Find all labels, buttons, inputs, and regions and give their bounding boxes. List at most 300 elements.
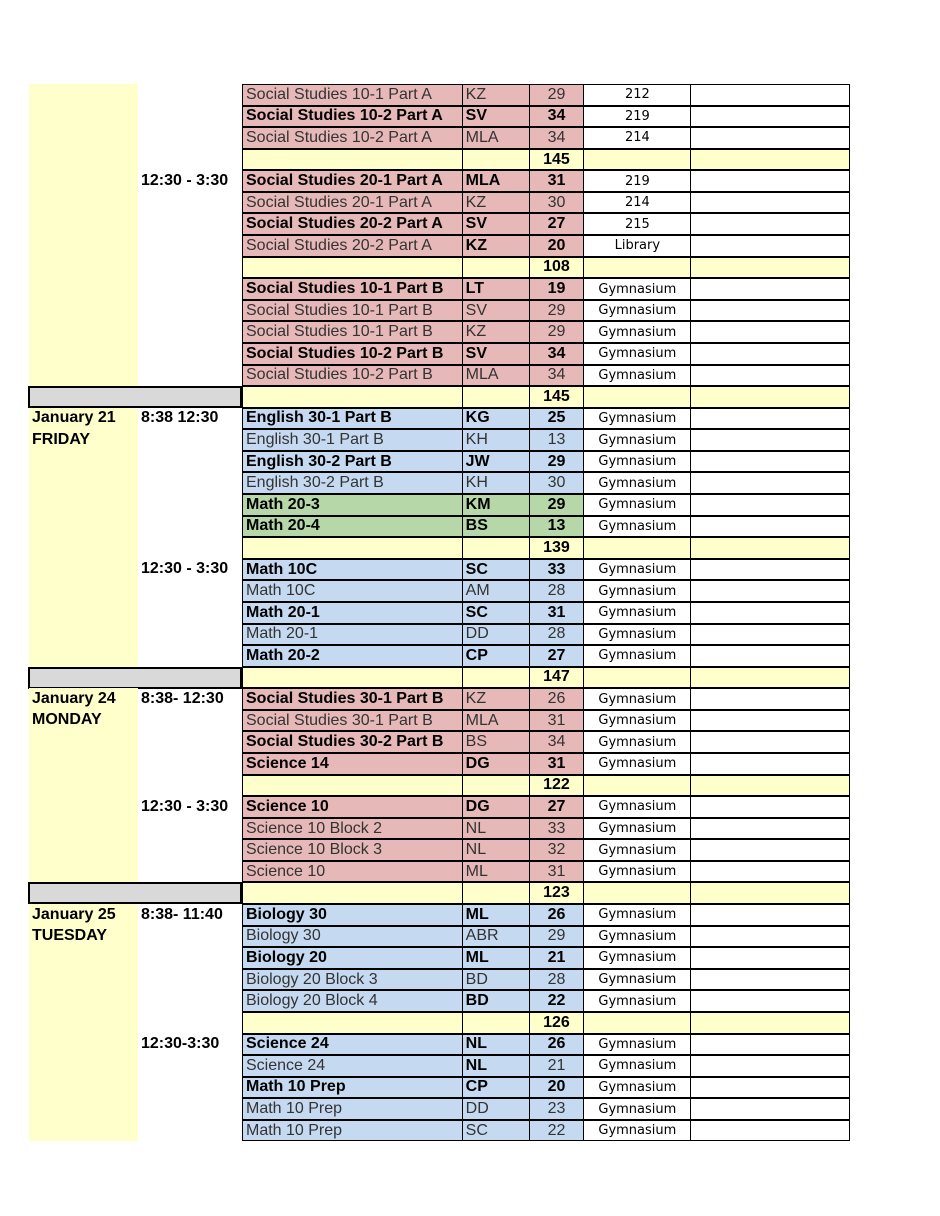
table-row <box>242 796 850 818</box>
student-count-cell: 26 <box>529 1034 585 1056</box>
student-count-cell: 28 <box>529 624 585 646</box>
student-count-cell: 27 <box>529 213 585 235</box>
subtotal-label-cell <box>242 1012 463 1034</box>
session-time: 8:38- 12:30 <box>141 689 224 707</box>
room-cell: Gymnasium <box>583 990 691 1012</box>
student-count-cell: 19 <box>529 278 585 300</box>
course-cell: Social Studies 10-2 Part A <box>242 106 463 128</box>
room-cell: Gymnasium <box>583 688 691 710</box>
course-cell: Biology 30 <box>242 904 463 926</box>
teacher-cell: SV <box>462 106 530 128</box>
teacher-cell: SV <box>462 213 530 235</box>
room-cell: Gymnasium <box>583 580 691 602</box>
subtotal-notes-cell <box>690 537 850 559</box>
table-row <box>242 710 850 732</box>
notes-cell <box>690 753 850 775</box>
table-row <box>242 343 850 365</box>
teacher-cell: ABR <box>462 926 530 948</box>
course-cell: English 30-2 Part B <box>242 472 463 494</box>
teacher-cell: ML <box>462 861 530 883</box>
room-cell: Gymnasium <box>583 300 691 322</box>
subtotal-row <box>242 537 850 559</box>
notes-cell <box>690 1034 850 1056</box>
table-row <box>242 365 850 387</box>
student-count-cell: 22 <box>529 990 585 1012</box>
teacher-cell: KZ <box>462 84 530 106</box>
notes-cell <box>690 429 850 451</box>
course-cell: Math 20-4 <box>242 516 463 538</box>
student-count-cell: 23 <box>529 1098 585 1120</box>
table-row <box>242 84 850 106</box>
teacher-cell: KH <box>462 472 530 494</box>
teacher-cell: NL <box>462 839 530 861</box>
teacher-cell: DD <box>462 624 530 646</box>
notes-cell <box>690 731 850 753</box>
room-cell: 219 <box>583 170 691 192</box>
student-count-cell: 32 <box>529 839 585 861</box>
room-cell: Gymnasium <box>583 926 691 948</box>
course-cell: Math 20-3 <box>242 494 463 516</box>
course-cell: Science 10 <box>242 796 463 818</box>
subtotal-label-cell <box>242 386 463 408</box>
course-cell: Math 20-2 <box>242 645 463 667</box>
subtotal-label-cell <box>242 257 463 279</box>
day-separator <box>28 882 242 904</box>
table-row <box>242 472 850 494</box>
course-cell: Social Studies 30-1 Part B <box>242 710 463 732</box>
notes-cell <box>690 645 850 667</box>
teacher-cell: SC <box>462 1120 530 1142</box>
notes-cell <box>690 192 850 214</box>
room-cell: Gymnasium <box>583 1120 691 1142</box>
session-time: 8:38 12:30 <box>141 409 219 427</box>
table-row <box>242 516 850 538</box>
student-count-cell: 34 <box>529 365 585 387</box>
table-row <box>242 106 850 128</box>
notes-cell <box>690 1077 850 1099</box>
subtotal-row <box>242 149 850 171</box>
subtotal-notes-cell <box>690 667 850 689</box>
room-cell: 214 <box>583 192 691 214</box>
subtotal-teacher-cell <box>462 537 530 559</box>
room-cell: Gymnasium <box>583 408 691 430</box>
student-count-cell: 28 <box>529 969 585 991</box>
student-count-cell: 29 <box>529 321 585 343</box>
room-cell: Gymnasium <box>583 278 691 300</box>
teacher-cell: LT <box>462 278 530 300</box>
teacher-cell: CP <box>462 645 530 667</box>
teacher-cell: CP <box>462 1077 530 1099</box>
notes-cell <box>690 494 850 516</box>
room-cell: Gymnasium <box>583 1077 691 1099</box>
notes-cell <box>690 516 850 538</box>
room-cell: Gymnasium <box>583 1098 691 1120</box>
teacher-cell: MLA <box>462 365 530 387</box>
subtotal-row <box>242 1012 850 1034</box>
table-row <box>242 731 850 753</box>
table-row <box>242 990 850 1012</box>
table-row <box>242 1120 850 1142</box>
notes-cell <box>690 839 850 861</box>
subtotal-count: 145 <box>529 149 585 171</box>
notes-cell <box>690 84 850 106</box>
room-cell: Gymnasium <box>583 602 691 624</box>
student-count-cell: 13 <box>529 429 585 451</box>
teacher-cell: KZ <box>462 321 530 343</box>
subtotal-row <box>242 386 850 408</box>
course-cell: Social Studies 20-1 Part A <box>242 192 463 214</box>
notes-cell <box>690 861 850 883</box>
subtotal-notes-cell <box>690 1012 850 1034</box>
room-cell: 215 <box>583 213 691 235</box>
session-time: 12:30 - 3:30 <box>141 797 229 815</box>
room-cell: Gymnasium <box>583 1034 691 1056</box>
subtotal-count: 122 <box>529 775 585 797</box>
room-cell: Gymnasium <box>583 624 691 646</box>
session-time: 12:30-3:30 <box>141 1035 220 1053</box>
student-count-cell: 20 <box>529 235 585 257</box>
subtotal-label-cell <box>242 882 463 904</box>
table-row <box>242 559 850 581</box>
subtotal-notes-cell <box>690 775 850 797</box>
student-count-cell: 31 <box>529 710 585 732</box>
notes-cell <box>690 926 850 948</box>
course-cell: Social Studies 10-1 Part B <box>242 300 463 322</box>
course-cell: Social Studies 20-2 Part A <box>242 213 463 235</box>
room-cell: Gymnasium <box>583 753 691 775</box>
room-cell: 214 <box>583 127 691 149</box>
course-cell: English 30-2 Part B <box>242 451 463 473</box>
course-cell: Biology 30 <box>242 926 463 948</box>
session-time: 12:30 - 3:30 <box>141 171 229 189</box>
room-cell: Gymnasium <box>583 731 691 753</box>
room-cell: Gymnasium <box>583 839 691 861</box>
course-cell: Social Studies 10-1 Part B <box>242 278 463 300</box>
teacher-cell: ML <box>462 947 530 969</box>
subtotal-teacher-cell <box>462 149 530 171</box>
room-cell: Gymnasium <box>583 451 691 473</box>
course-cell: Math 20-1 <box>242 624 463 646</box>
student-count-cell: 29 <box>529 300 585 322</box>
teacher-cell: SC <box>462 602 530 624</box>
room-cell: Gymnasium <box>583 559 691 581</box>
table-row <box>242 429 850 451</box>
student-count-cell: 27 <box>529 796 585 818</box>
room-cell: Gymnasium <box>583 796 691 818</box>
subtotal-notes-cell <box>690 257 850 279</box>
subtotal-room-cell <box>583 257 691 279</box>
table-row <box>242 408 850 430</box>
course-cell: Math 20-1 <box>242 602 463 624</box>
notes-cell <box>690 213 850 235</box>
table-row <box>242 602 850 624</box>
notes-cell <box>690 580 850 602</box>
notes-cell <box>690 365 850 387</box>
course-cell: Math 10 Prep <box>242 1120 463 1142</box>
room-cell: Gymnasium <box>583 969 691 991</box>
course-cell: Science 10 Block 3 <box>242 839 463 861</box>
course-cell: Biology 20 Block 4 <box>242 990 463 1012</box>
day-date: January 24 <box>29 688 138 709</box>
table-row <box>242 278 850 300</box>
course-cell: English 30-1 Part B <box>242 429 463 451</box>
room-cell: Gymnasium <box>583 365 691 387</box>
notes-cell <box>690 1055 850 1077</box>
notes-cell <box>690 170 850 192</box>
day-weekday: TUESDAY <box>29 926 138 947</box>
table-row <box>242 753 850 775</box>
room-cell: Library <box>583 235 691 257</box>
notes-cell <box>690 990 850 1012</box>
course-cell: Social Studies 30-2 Part B <box>242 731 463 753</box>
course-cell: Science 14 <box>242 753 463 775</box>
student-count-cell: 31 <box>529 602 585 624</box>
notes-cell <box>690 818 850 840</box>
table-row <box>242 494 850 516</box>
room-cell: Gymnasium <box>583 904 691 926</box>
notes-cell <box>690 1120 850 1142</box>
notes-cell <box>690 278 850 300</box>
subtotal-teacher-cell <box>462 775 530 797</box>
student-count-cell: 21 <box>529 947 585 969</box>
subtotal-room-cell <box>583 667 691 689</box>
student-count-cell: 34 <box>529 731 585 753</box>
course-cell: Social Studies 10-2 Part B <box>242 365 463 387</box>
table-row <box>242 170 850 192</box>
subtotal-count: 139 <box>529 537 585 559</box>
teacher-cell: DG <box>462 753 530 775</box>
subtotal-teacher-cell <box>462 667 530 689</box>
subtotal-count: 147 <box>529 667 585 689</box>
student-count-cell: 29 <box>529 451 585 473</box>
notes-cell <box>690 343 850 365</box>
notes-cell <box>690 796 850 818</box>
student-count-cell: 33 <box>529 559 585 581</box>
table-row <box>242 688 850 710</box>
student-count-cell: 34 <box>529 127 585 149</box>
table-row <box>242 645 850 667</box>
subtotal-teacher-cell <box>462 257 530 279</box>
student-count-cell: 31 <box>529 753 585 775</box>
subtotal-room-cell <box>583 149 691 171</box>
course-cell: Science 10 Block 2 <box>242 818 463 840</box>
subtotal-label-cell <box>242 775 463 797</box>
table-row <box>242 1077 850 1099</box>
table-row <box>242 947 850 969</box>
room-cell: 219 <box>583 106 691 128</box>
room-cell: Gymnasium <box>583 321 691 343</box>
subtotal-row <box>242 257 850 279</box>
student-count-cell: 29 <box>529 84 585 106</box>
day-separator <box>28 386 242 408</box>
session-time: 8:38- 11:40 <box>141 905 223 923</box>
teacher-cell: KZ <box>462 235 530 257</box>
course-cell: Social Studies 30-1 Part B <box>242 688 463 710</box>
notes-cell <box>690 451 850 473</box>
room-cell: Gymnasium <box>583 710 691 732</box>
subtotal-row <box>242 775 850 797</box>
day-weekday: MONDAY <box>29 710 138 731</box>
student-count-cell: 34 <box>529 343 585 365</box>
notes-cell <box>690 1098 850 1120</box>
notes-cell <box>690 127 850 149</box>
student-count-cell: 29 <box>529 926 585 948</box>
course-cell: Math 10C <box>242 580 463 602</box>
notes-cell <box>690 106 850 128</box>
subtotal-notes-cell <box>690 149 850 171</box>
course-cell: Biology 20 <box>242 947 463 969</box>
day-date: January 25 <box>29 904 138 925</box>
student-count-cell: 25 <box>529 408 585 430</box>
student-count-cell: 29 <box>529 494 585 516</box>
table-row <box>242 1055 850 1077</box>
room-cell: Gymnasium <box>583 1055 691 1077</box>
notes-cell <box>690 710 850 732</box>
student-count-cell: 21 <box>529 1055 585 1077</box>
notes-cell <box>690 688 850 710</box>
notes-cell <box>690 904 850 926</box>
teacher-cell: NL <box>462 1034 530 1056</box>
room-cell: Gymnasium <box>583 429 691 451</box>
teacher-cell: DG <box>462 796 530 818</box>
student-count-cell: 20 <box>529 1077 585 1099</box>
table-row <box>242 839 850 861</box>
student-count-cell: 22 <box>529 1120 585 1142</box>
teacher-cell: JW <box>462 451 530 473</box>
room-cell: Gymnasium <box>583 645 691 667</box>
teacher-cell: BS <box>462 731 530 753</box>
notes-cell <box>690 624 850 646</box>
notes-cell <box>690 408 850 430</box>
teacher-cell: SV <box>462 300 530 322</box>
course-cell: Social Studies 10-2 Part B <box>242 343 463 365</box>
table-row <box>242 1034 850 1056</box>
teacher-cell: KH <box>462 429 530 451</box>
table-row <box>242 321 850 343</box>
notes-cell <box>690 559 850 581</box>
course-cell: Science 10 <box>242 861 463 883</box>
table-row <box>242 1098 850 1120</box>
session-time: 12:30 - 3:30 <box>141 560 229 578</box>
subtotal-teacher-cell <box>462 386 530 408</box>
course-cell: Math 10 Prep <box>242 1077 463 1099</box>
subtotal-count: 108 <box>529 257 585 279</box>
teacher-cell: KG <box>462 408 530 430</box>
student-count-cell: 27 <box>529 645 585 667</box>
table-row <box>242 127 850 149</box>
teacher-cell: MLA <box>462 170 530 192</box>
table-row <box>242 861 850 883</box>
student-count-cell: 13 <box>529 516 585 538</box>
course-cell: Science 24 <box>242 1055 463 1077</box>
table-row <box>242 192 850 214</box>
table-row <box>242 580 850 602</box>
notes-cell <box>690 969 850 991</box>
teacher-cell: KZ <box>462 192 530 214</box>
course-cell: Social Studies 20-1 Part A <box>242 170 463 192</box>
subtotal-row <box>242 667 850 689</box>
day-weekday: FRIDAY <box>29 429 138 450</box>
course-cell: Social Studies 20-2 Part A <box>242 235 463 257</box>
subtotal-teacher-cell <box>462 882 530 904</box>
course-cell: Math 10 Prep <box>242 1098 463 1120</box>
teacher-cell: DD <box>462 1098 530 1120</box>
table-row <box>242 451 850 473</box>
notes-cell <box>690 235 850 257</box>
room-cell: Gymnasium <box>583 472 691 494</box>
room-cell: Gymnasium <box>583 343 691 365</box>
teacher-cell: MLA <box>462 710 530 732</box>
table-row <box>242 818 850 840</box>
teacher-cell: AM <box>462 580 530 602</box>
table-row <box>242 904 850 926</box>
subtotal-label-cell <box>242 149 463 171</box>
subtotal-count: 126 <box>529 1012 585 1034</box>
student-count-cell: 34 <box>529 106 585 128</box>
day-band <box>29 84 138 386</box>
student-count-cell: 30 <box>529 472 585 494</box>
notes-cell <box>690 602 850 624</box>
teacher-cell: ML <box>462 904 530 926</box>
notes-cell <box>690 472 850 494</box>
teacher-cell: BD <box>462 969 530 991</box>
teacher-cell: SC <box>462 559 530 581</box>
room-cell: Gymnasium <box>583 818 691 840</box>
teacher-cell: NL <box>462 818 530 840</box>
teacher-cell: BS <box>462 516 530 538</box>
teacher-cell: NL <box>462 1055 530 1077</box>
subtotal-room-cell <box>583 1012 691 1034</box>
student-count-cell: 28 <box>529 580 585 602</box>
notes-cell <box>690 321 850 343</box>
subtotal-room-cell <box>583 882 691 904</box>
table-row <box>242 624 850 646</box>
teacher-cell: BD <box>462 990 530 1012</box>
subtotal-row <box>242 882 850 904</box>
teacher-cell: KZ <box>462 688 530 710</box>
subtotal-count: 123 <box>529 882 585 904</box>
student-count-cell: 33 <box>529 818 585 840</box>
table-row <box>242 213 850 235</box>
course-cell: Social Studies 10-1 Part A <box>242 84 463 106</box>
subtotal-label-cell <box>242 537 463 559</box>
student-count-cell: 26 <box>529 904 585 926</box>
table-row <box>242 235 850 257</box>
subtotal-notes-cell <box>690 386 850 408</box>
course-cell: English 30-1 Part B <box>242 408 463 430</box>
student-count-cell: 30 <box>529 192 585 214</box>
table-row <box>242 926 850 948</box>
subtotal-notes-cell <box>690 882 850 904</box>
room-cell: Gymnasium <box>583 516 691 538</box>
course-cell: Math 10C <box>242 559 463 581</box>
room-cell: Gymnasium <box>583 494 691 516</box>
teacher-cell: SV <box>462 343 530 365</box>
student-count-cell: 31 <box>529 170 585 192</box>
subtotal-room-cell <box>583 775 691 797</box>
notes-cell <box>690 947 850 969</box>
room-cell: Gymnasium <box>583 947 691 969</box>
table-row <box>242 300 850 322</box>
course-cell: Social Studies 10-2 Part A <box>242 127 463 149</box>
student-count-cell: 26 <box>529 688 585 710</box>
subtotal-teacher-cell <box>462 1012 530 1034</box>
subtotal-label-cell <box>242 667 463 689</box>
room-cell: Gymnasium <box>583 861 691 883</box>
day-date: January 21 <box>29 408 138 429</box>
subtotal-room-cell <box>583 537 691 559</box>
subtotal-count: 145 <box>529 386 585 408</box>
